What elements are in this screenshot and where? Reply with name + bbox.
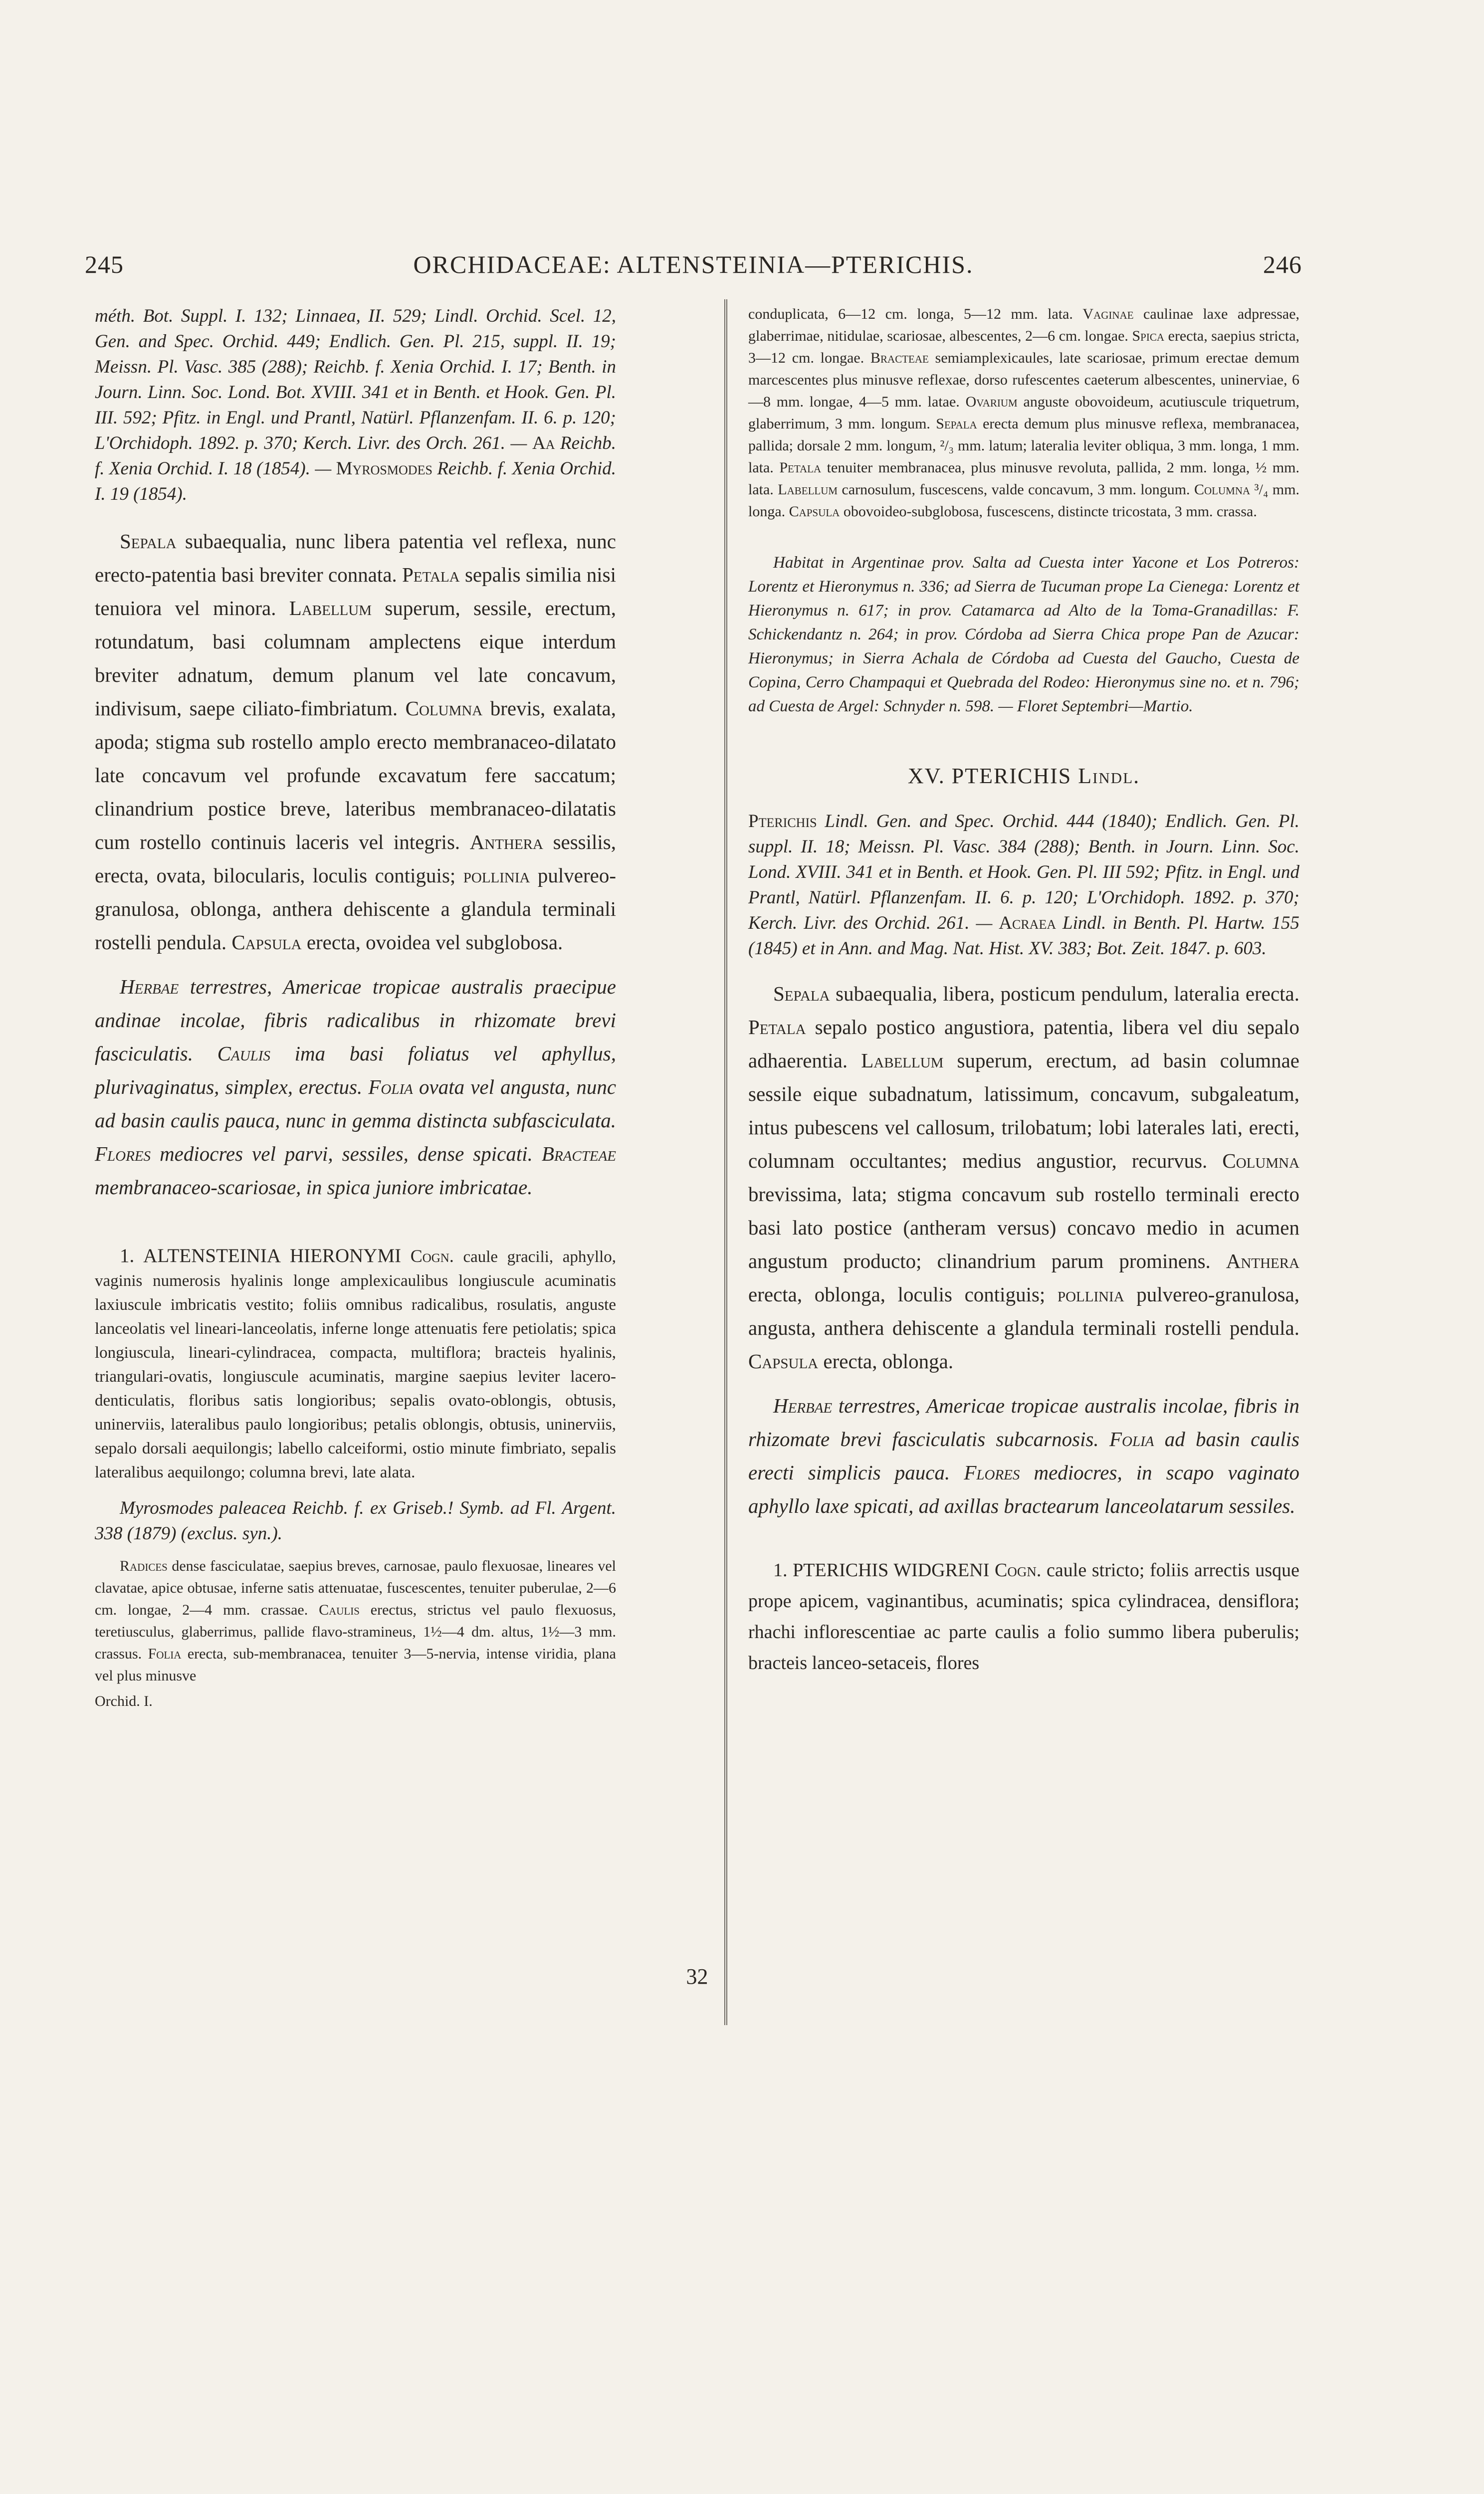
page-number-left: 245: [85, 250, 124, 278]
term-label: Folia: [368, 1075, 413, 1098]
term-text: mediocres, in scapo vaginato aphyllo laxe spicati, ad axillas bractearum lanceolatarum sessiles.: [748, 1461, 1300, 1517]
species-name: 1. PTERICHIS WIDGRENI: [773, 1560, 990, 1581]
species-diagnosis: [95, 1244, 616, 1484]
term-text: erecta, oblonga, loculis contiguis;: [748, 1283, 1046, 1306]
genus-habit: [95, 970, 616, 1204]
genus-synonymy: [748, 809, 1299, 961]
term-label: Radices: [120, 1558, 168, 1574]
species-synonym: Myrosmodes paleacea Reichb. f. ex Griseb.! Symb. ad Fl. Argent. 338 (1879) (exclus. syn.).: [95, 1498, 616, 1544]
term-label: Ovarium: [965, 394, 1018, 410]
synonymy-text: Reichb. f. Xenia Orchid. I. 18 (1854). —: [95, 433, 617, 479]
term-label: Flores: [964, 1461, 1020, 1484]
term-label: Vaginae: [1082, 306, 1134, 322]
term-label: Labellum: [861, 1049, 944, 1072]
term-label: Columna: [405, 697, 483, 720]
page-footer: [95, 1964, 1299, 1989]
term-label: Petala: [779, 459, 822, 476]
species-description: [95, 1555, 616, 1687]
running-title: ORCHIDACEAE: ALTENSTEINIA—PTERICHIS.: [413, 250, 974, 278]
page-number-right: 246: [1263, 250, 1302, 278]
species-diagnosis: [748, 1555, 1299, 1678]
synonymy-text: Lindl. Gen. and Spec. Orchid. 444 (1840); Endlich. Gen. Pl. suppl. II. 18; Meissn. Pl. Vasc. 384 (288); Benth. in Journ. Linn. Soc. Lond. XVIII. 341 et in Benth. et Hook. Gen. Pl. III 592; Pfitz. in Engl. und Prantl, Natürl. Pflanzenfam. II. 6. p. 120; L'Orchidoph. 1892. p. 370; Kerch. Livr. des Orchid. 261. —: [748, 811, 1299, 933]
term-text: terrestres, Americae tropicae australis praecipue andinae incolae, fibris radicalibus in rhizomate brevi fasciculatis.: [95, 975, 616, 1065]
term-text: terrestres, Americae tropicae australis incolae, fibris in rhizomate brevi fasciculatis subcarnosis.: [748, 1394, 1299, 1451]
species-diagnosis-text: caule stricto; foliis arrectis usque prope apicem, vaginantibus, acuminatis; spica cylindracea, densiflora; rhachi inflorescentiae ac parte caulis a folio summo libera puberulis; bracteis lanceo-setaceis, flores: [748, 1560, 1300, 1673]
term-text: sepalis similia nisi tenuiora vel minora.: [95, 563, 617, 620]
term-text: erecta, oblonga.: [823, 1350, 954, 1373]
term-label: Sepala: [120, 530, 177, 553]
term-label: Flores: [95, 1142, 151, 1165]
term-text: superum, sessile, erectum, rotundatum, basi columnam amplectens eique interdum breviter adnatum, demum planum vel late concavum, indivisum, saepe ciliato-fimbriatum.: [95, 597, 617, 720]
term-text: pulvereo-granulosa, oblonga, anthera dehiscente a glandula terminali rostelli pendula.: [95, 864, 616, 954]
species-name: 1. ALTENSTEINIA HIERONYMI: [120, 1245, 402, 1266]
term-text: sepalo postico angustiora, patentia, libera vel diu sepalo adhaerentia.: [748, 1016, 1299, 1072]
term-text: brevis, exalata, apoda; stigma sub rostello amplo erecto membranaceo-dilatato late concavum vel profunde excavatum fere saccatum; clinandrium postice breve, lateribus membranaceo-dilatatis cum rostello continuis laceris vel integris.: [95, 697, 617, 853]
term-text: superum, erectum, ad basin columnae sessile eique subadnatum, latissimum, concavum, subgaleatum, intus pubescens vel callosum, trilobatum; lobi laterales lati, erecti, columnam occultantes; medius angustior, recurvus.: [748, 1049, 1299, 1172]
term-text: erecta demum plus minusve reflexa, membranacea, pallida; dorsale 2 mm. longum, ²/₃ mm. latum; lateralia leviter obliqua, 3 mm. longa, 1 mm. lata.: [748, 416, 1300, 476]
term-text: mediocres vel parvi, sessiles, dense spicati.: [160, 1142, 533, 1165]
term-label: Herbae: [773, 1394, 833, 1417]
species-diagnosis-text: caule gracili, aphyllo, vaginis numerosis hyalinis longe amplexicaulibus longiuscule acuminatis laxiuscule imbricatis vestito; foliis omnibus radicalibus, rosulatis, anguste lanceolatis vel lineari-lanceolatis, inferne longe attenuatis fere petiolatis; spica longiuscula, lineari-cylindracea, compacta, multiflora; bracteis hyalinis, triangulari-ovatis, longiuscule acuminatis, margine saepius leviter lacero-denticulatis, floribus satis longioribus; sepalis ovato-oblongis, obtusis, uninerviis, lateralibus paulo longioribus; petalis oblongis, obtusis, uninerviis, sepalo dorsali aequilongis; labello calceiformi, ostio minute fimbriato, sepalis lateralibus aequilongo; columna brevi, late alata.: [95, 1248, 616, 1481]
term-label: Folia: [148, 1646, 182, 1662]
term-label: Caulis: [217, 1042, 270, 1065]
term-text: erecta, ovoidea vel subglobosa.: [306, 931, 563, 954]
term-text: semiamplexicaules, late scariosae, primum erectae demum marcescentes plus minusve reflexae, dorso rufescentes caeterum albescentes, uninerviae, 6—8 mm. longae, 4—5 mm. latae.: [748, 350, 1300, 410]
term-label: Caulis: [319, 1602, 360, 1618]
term-text: ³/₄ mm. longa.: [748, 481, 1300, 520]
term-label: Anthera: [469, 831, 543, 853]
term-label: Capsula: [748, 1350, 819, 1373]
term-text: erecta, sub-membranacea, tenuiter 3—5-nervia, intense viridia, plana vel plus minusve: [95, 1646, 616, 1684]
term-text: membranaceo-scariosae, in spica juniore imbricatae.: [95, 1176, 533, 1199]
term-text: ad basin caulis erecti simplicis pauca.: [748, 1428, 1300, 1484]
synonymy-text: Lindl. in Benth. Pl. Hartw. 155 (1845) et in Ann. and Mag. Nat. Hist. XV. 383; Bot. Zeit. 1847. p. 603.: [748, 913, 1300, 959]
term-text: carnosulum, fuscescens, valde concavum, 3 mm. longum.: [842, 481, 1190, 498]
term-label: Bracteae: [541, 1142, 616, 1165]
genus-description: [95, 525, 616, 959]
synonymy-text: Reichb. f. Xenia Orchid. I. 19 (1854).: [95, 458, 616, 504]
column-divider: [724, 299, 727, 2025]
term-label: Columna: [1222, 1149, 1300, 1172]
term-label: Spica: [1132, 328, 1165, 344]
term-label: Petala: [402, 563, 460, 586]
term-text: caulinae laxe adpressae, glaberrimae, nitidulae, scariosae, albescentes, 2—6 cm. longae.: [748, 306, 1300, 344]
term-text: sessilis, erecta, ovata, bilocularis, loculis contiguis;: [95, 831, 617, 887]
term-text: erectus, strictus vel paulo flexuosus, teretiusculus, glaberrimus, pallide flavo-stramineus, 1½—4 dm. altus, 1½—3 mm. crassus.: [95, 1602, 617, 1662]
term-text: obovoideo-subglobosa, fuscescens, distincte tricostata, 3 mm. crassa.: [843, 503, 1257, 520]
genus-author: Lindl.: [1078, 764, 1140, 788]
term-label: pollinia: [463, 864, 530, 887]
term-label: Labellum: [778, 481, 838, 498]
term-label: Capsula: [789, 503, 840, 520]
term-text: conduplicata, 6—12 cm. longa, 5—12 mm. lata.: [748, 306, 1073, 322]
left-column: [95, 303, 616, 1710]
species-author: Cogn.: [410, 1246, 454, 1266]
synonym-myrosmodes: Myrosmodes: [336, 458, 432, 479]
species-author: Cogn.: [995, 1560, 1042, 1581]
genus-habit: [748, 1389, 1299, 1523]
term-label: Petala: [748, 1016, 806, 1039]
term-label: Bracteae: [870, 350, 929, 366]
term-text: subaequalia, libera, posticum pendulum, lateralia erecta.: [836, 982, 1300, 1005]
term-label: Columna: [1194, 481, 1251, 498]
term-text: erecta, saepius stricta, 3—12 cm. longae.: [748, 328, 1300, 366]
synonym-acraea: Acraea: [999, 913, 1057, 933]
genus-synonymy: [95, 303, 616, 507]
term-label: Capsula: [231, 931, 302, 954]
term-text: ovata vel angusta, nunc ad basin caulis pauca, nunc in gemma distincta subfasciculata.: [95, 1075, 617, 1132]
genus-heading: [748, 763, 1299, 789]
term-label: Labellum: [289, 597, 372, 620]
genus-description: [748, 977, 1299, 1378]
genus-label: Pterichis: [748, 811, 817, 831]
species-description-continued: [748, 303, 1299, 523]
term-label: Sepala: [773, 982, 830, 1005]
right-column: [748, 303, 1299, 1678]
term-text: ima basi foliatus vel aphyllus, plurivaginatus, simplex, erectus.: [95, 1042, 616, 1098]
term-text: pulvereo-granulosa, angusta, anthera dehiscente a glandula terminali rostelli pendula.: [748, 1283, 1300, 1339]
term-label: Sepala: [936, 416, 977, 432]
term-label: Herbae: [120, 975, 179, 998]
term-text: subaequalia, nunc libera patentia vel reflexa, nunc erecto-patentia basi breviter connata.: [95, 530, 617, 586]
term-label: Folia: [1109, 1428, 1154, 1451]
page-header: [85, 247, 1302, 282]
term-label: pollinia: [1057, 1283, 1124, 1306]
synonym-aa: Aa: [532, 433, 555, 453]
term-text: anguste obovoideum, acutiuscule triquetrum, glaberrimum, 3 mm. longum.: [748, 394, 1300, 432]
term-label: Anthera: [1226, 1249, 1300, 1272]
signature-mark: Orchid. I.: [95, 1693, 153, 1709]
genus-heading-text: XV. PTERICHIS: [907, 764, 1072, 788]
term-text: brevissima, lata; stigma concavum sub rostello terminali erecto basi lato postice (antheram versus) concavo medio in acumen angustum producto; clinandrium parum prominens.: [748, 1183, 1299, 1272]
sheet-number: 32: [686, 1964, 708, 1989]
habitat-note: Habitat in Argentinae prov. Salta ad Cuesta inter Yacone et Los Potreros: Lorentz et Hieronymus n. 336; ad Sierra de Tucuman prope La Cienega: Lorentz et Hieronymus n. 617; in prov. Catamarca ad Alto de la Toma-Granadillas: F. Schickendantz n. 264; in prov. Córdoba ad Sierra Chica prope Pan de Azucar: Hieronymus; in Sierra Achala de Córdoba ad Cuesta del Gaucho, Cuesta de Copina, Cerro Champaqui et Quebrada del Rodeo: Hieronymus sine no. et n. 796; ad Cuesta de Argel: Schnyder n. 598. — Floret Septembri—Martio.: [748, 554, 1299, 715]
synonymy-text: méth. Bot. Suppl. I. 132; Linnaea, II. 529; Lindl. Orchid. Scel. 12, Gen. and Spec. Orchid. 449; Endlich. Gen. Pl. 215, suppl. II. 19; Meissn. Pl. Vasc. 385 (288); Reichb. f. Xenia Orchid. I. 17; Benth. in Journ. Linn. Soc. Lond. Bot. XVIII. 341 et in Benth. et Hook. Gen. Pl. III. 592; Pfitz. in Engl. und Prantl, Natürl. Pflanzenfam. II. 6. p. 120; L'Orchidoph. 1892. p. 370; Kerch. Livr. des Orch. 261. —: [95, 306, 616, 453]
term-text: tenuiter membranacea, plus minusve revoluta, pallida, 2 mm. longa, ½ mm. lata.: [748, 459, 1300, 498]
term-text: dense fasciculatae, saepius breves, carnosae, paulo flexuosae, lineares vel clavatae, apice obtusae, inferne satis attenuatae, fuscescentes, tenuiter puberulae, 2—6 cm. longae, 2—4 mm. crassae.: [95, 1558, 616, 1618]
